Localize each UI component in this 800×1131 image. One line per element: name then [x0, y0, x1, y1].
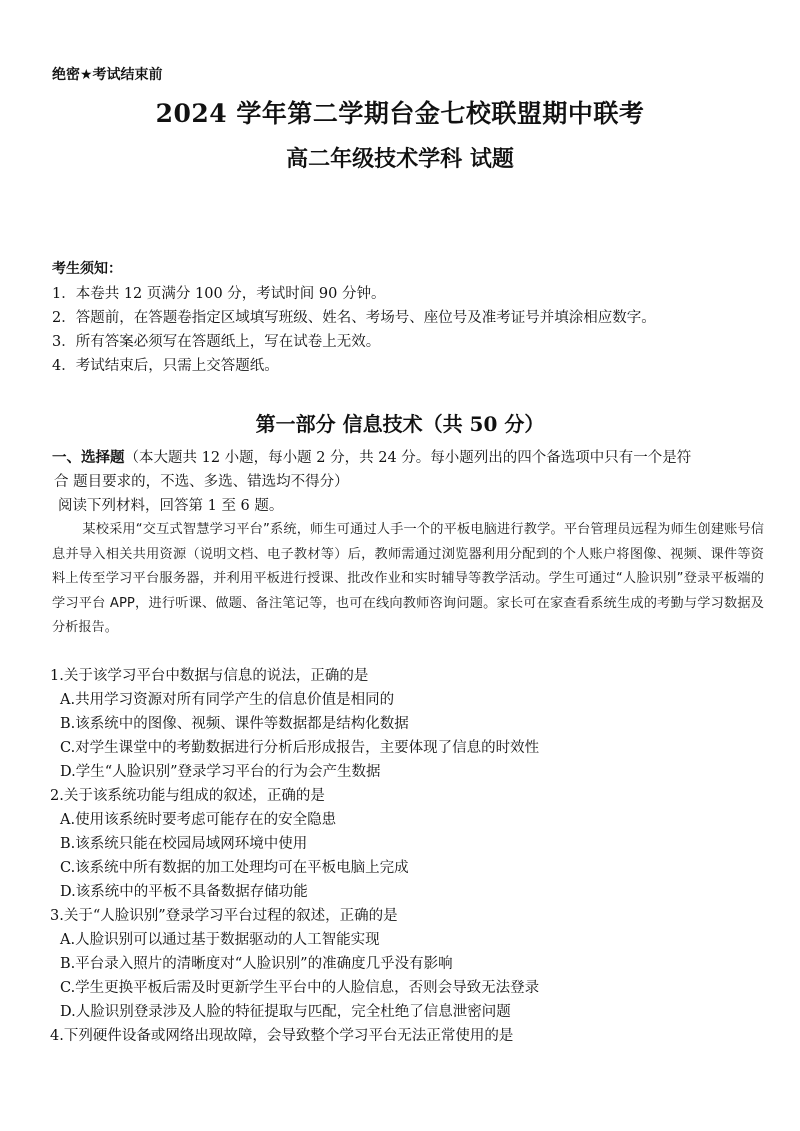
section-instructions	[52, 446, 764, 494]
exam-title: 2024 学年第二学期台金七校联盟期中联考	[155, 99, 645, 128]
question-2	[50, 784, 770, 904]
section-desc-continued: 合 题目要求的，不选、多选、错选均不得分）	[54, 474, 349, 490]
option-c: C.该系统中所有数据的加工处理均可在平板电脑上完成	[60, 860, 409, 876]
notice-list	[52, 282, 772, 378]
question-4	[50, 1024, 770, 1048]
section-line-1	[52, 446, 764, 470]
option-a: A.使用该系统时要考虑可能存在的安全隐患	[60, 812, 337, 828]
option-b: B.该系统只能在校园局域网环境中使用	[60, 836, 308, 852]
option-c: C.学生更换平板后需及时更新学生平台中的人脸信息，否则会导致无法登录	[60, 980, 540, 996]
question-stem: 1.关于该学习平台中数据与信息的说法，正确的是	[50, 668, 369, 684]
question-list	[50, 664, 770, 1048]
option-c: C.对学生课堂中的考勤数据进行分析后形成报告，主要体现了信息的时效性	[60, 740, 540, 756]
option-b: B.平台录入照片的清晰度对“人脸识别”的准确度几乎没有影响	[60, 956, 453, 972]
notice-item: 3．所有答案必须写在答题纸上，写在试卷上无效。	[52, 334, 381, 350]
reading-intro: 阅读下列材料，回答第 1 至 6 题。	[58, 498, 284, 514]
question-stem: 3.关于“人脸识别”登录学习平台过程的叙述，正确的是	[50, 908, 398, 924]
question-1	[50, 664, 770, 784]
option-a: A.人脸识别可以通过基于数据驱动的人工智能实现	[60, 932, 380, 948]
exam-subtitle: 高二年级技术学科 试题	[286, 146, 514, 172]
notice-item: 1．本卷共 12 页满分 100 分，考试时间 90 分钟。	[52, 286, 386, 302]
option-d: D.学生“人脸识别”登录学习平台的行为会产生数据	[60, 764, 381, 780]
notice-item: 4．考试结束后，只需上交答题纸。	[52, 358, 279, 374]
option-d: D.该系统中的平板不具备数据存储功能	[60, 884, 308, 900]
secret-mark: 绝密★考试结束前	[52, 67, 163, 83]
question-stem: 2.关于该系统功能与组成的叙述，正确的是	[50, 788, 325, 804]
reading-material: 某校采用“交互式智慧学习平台”系统，师生可通过人手一个的平板电脑进行教学。平台管理员远程为师生创建账号信息并导入相关共用资源（说明文档、电子教材等）后，教师需通过浏览器利用分配到的个人账户将图像、视频、课件等资料上传至学习平台服务器，并利用平板进行授课、批改作业和实时辅导等教学活动。学生可通过“人脸识别”登录平板端的学习平台 APP，进行听课、做题、备注笔记等，也可在线向教师咨询问题。家长可在家查看系统生成的考勤与学习数据及分析报告。	[52, 522, 764, 635]
section-desc: （本大题共 12 小题，每小题 2 分，共 24 分。每小题列出的四个备选项中只有一个是符	[124, 450, 692, 466]
option-a: A.共用学习资源对所有同学产生的信息价值是相同的	[60, 692, 395, 708]
notice-heading: 考生须知：	[52, 261, 122, 277]
notice-item: 2．答题前，在答题卷指定区域填写班级、姓名、考场号、座位号及准考证号并填涂相应数字。	[52, 310, 656, 326]
question-3	[50, 904, 770, 1024]
section-label: 一、选择题	[52, 450, 125, 466]
option-b: B.该系统中的图像、视频、课件等数据都是结构化数据	[60, 716, 409, 732]
question-stem: 4.下列硬件设备或网络出现故障，会导致整个学习平台无法正常使用的是	[50, 1028, 514, 1044]
part-one-title: 第一部分 信息技术（共 50 分）	[255, 412, 545, 436]
option-d: D.人脸识别登录涉及人脸的特征提取与匹配，完全杜绝了信息泄密问题	[60, 1004, 511, 1020]
